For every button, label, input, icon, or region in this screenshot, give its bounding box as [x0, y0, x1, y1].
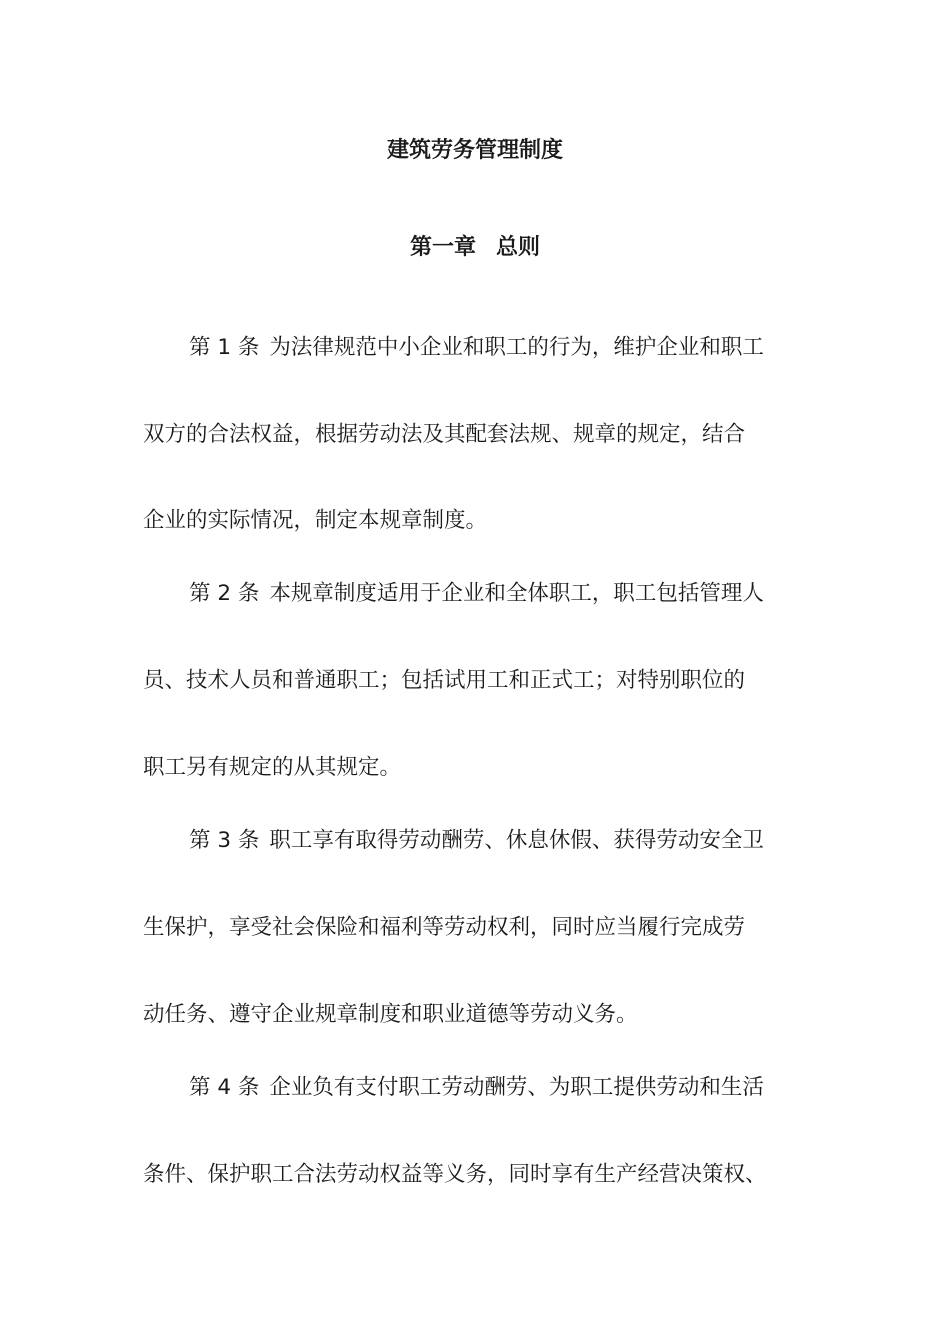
document-title: 建筑劳务管理制度: [386, 138, 563, 163]
article-3-label: 第 3 条: [189, 828, 260, 853]
article-2-label: 第 2 条: [189, 581, 260, 606]
article-3-line-1: [189, 826, 764, 856]
article-4-line-2: 条件、保护职工合法劳动权益等义务，同时享有生产经营决策权、: [143, 1162, 767, 1187]
article-1-line-1: [189, 333, 764, 363]
article-2-text-1: 本规章制度适用于企业和全体职工，职工包括管理人: [269, 581, 764, 606]
chapter-name: 总则: [496, 235, 541, 260]
article-1-line-3: 企业的实际情况，制定本规章制度。: [143, 508, 488, 533]
article-4-text-1: 企业负有支付职工劳动酬劳、为职工提供劳动和生活: [269, 1075, 764, 1100]
article-3-line-3: 动任务、遵守企业规章制度和职业道德等劳动义务。: [143, 1002, 638, 1027]
article-2-line-2: 员、技术人员和普通职工；包括试用工和正式工；对特别职位的: [143, 668, 746, 693]
article-1-label: 第 1 条: [189, 335, 260, 360]
article-3-line-2: 生保护，享受社会保险和福利等劳动权利，同时应当履行完成劳: [143, 915, 746, 940]
chapter-number: 第一章: [409, 235, 476, 260]
chapter-heading: [0, 233, 950, 263]
article-1-line-2: 双方的合法权益，根据劳动法及其配套法规、规章的规定，结合: [143, 422, 746, 447]
article-4-label: 第 4 条: [189, 1075, 260, 1100]
article-3-text-1: 职工享有取得劳动酬劳、休息休假、获得劳动安全卫: [269, 828, 764, 853]
article-4-line-1: [189, 1073, 764, 1103]
article-1-text-1: 为法律规范中小企业和职工的行为，维护企业和职工: [269, 335, 764, 360]
article-2-line-1: [189, 579, 764, 609]
article-2-line-3: 职工另有规定的从其规定。: [143, 755, 402, 780]
